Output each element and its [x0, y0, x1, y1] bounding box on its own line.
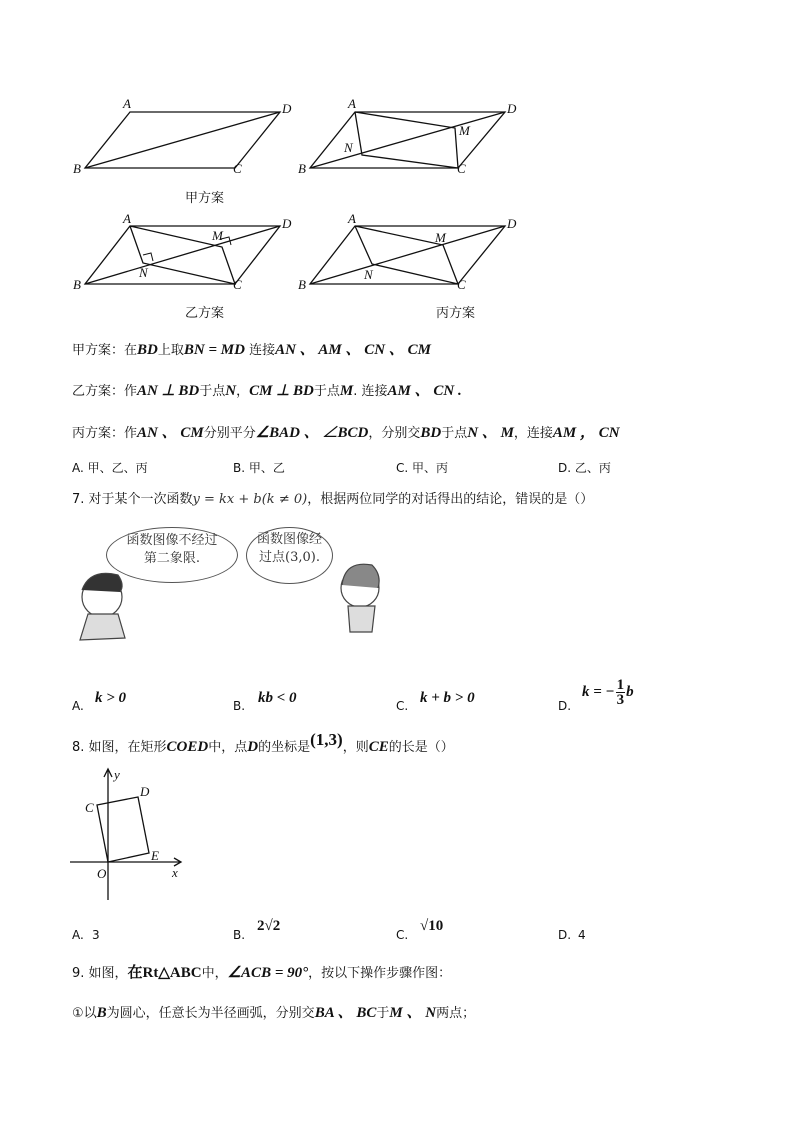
math: 在Rt△ABC: [127, 965, 202, 981]
math: AM 、 CN .: [387, 383, 462, 399]
q7-option-c: k + b > 0: [420, 690, 475, 706]
text: 分别平分: [203, 426, 256, 441]
caption-yi: 乙方案: [185, 306, 225, 321]
text: . 连接: [353, 384, 388, 399]
math: CE: [368, 739, 389, 755]
q8-option-letter-c: C.: [396, 928, 409, 942]
label-y: y: [114, 767, 120, 782]
text: 上取: [157, 343, 184, 358]
text: ，: [236, 384, 250, 399]
label-b: B: [73, 277, 81, 292]
label-a: A: [348, 96, 356, 111]
math: CM ⊥ BD: [249, 383, 314, 399]
math: M: [339, 383, 354, 399]
math: N 、 M: [467, 425, 514, 441]
denominator: 3: [616, 692, 625, 708]
q8-option-letter-a: A.: [72, 928, 84, 942]
text: 两点；: [436, 1006, 476, 1021]
q7-option-letter-c: C.: [396, 699, 409, 713]
text: 7. 对于某个一次函数: [72, 492, 193, 507]
label-m: M: [435, 230, 446, 245]
label-a: A: [123, 96, 131, 111]
math: BN = MD: [183, 342, 245, 358]
math: AN ⊥ BD: [137, 383, 200, 399]
label-n: N: [139, 265, 148, 280]
label-n: N: [364, 267, 373, 282]
q7-option-letter-d: D.: [558, 699, 572, 713]
label-c: C: [233, 277, 242, 292]
math: AN 、 CM: [137, 425, 204, 441]
label-a: A: [348, 211, 356, 226]
text: 8. 如图，在矩形: [72, 740, 167, 755]
label-e: E: [151, 848, 159, 863]
label-d: D: [282, 101, 292, 116]
formula: y = kx + b(k ≠ 0): [192, 492, 308, 507]
text: 的坐标是: [258, 740, 311, 755]
label-a: A: [123, 211, 131, 226]
text: 函数图像不经过: [126, 533, 218, 548]
text: 于点: [313, 384, 340, 399]
q6-option-a: A. 甲、乙、丙: [72, 461, 148, 475]
text: 过点(3,0).: [259, 550, 320, 565]
text: 第二象限.: [143, 551, 201, 566]
label-d: D: [507, 101, 517, 116]
fraction: [616, 678, 626, 707]
text: 乙方案：作: [72, 384, 138, 399]
label-b: B: [298, 161, 306, 176]
label-c: C: [457, 161, 466, 176]
text: ，则: [342, 740, 369, 755]
math: ∠BAD 、 ∠BCD: [255, 425, 369, 441]
q7-option-a: k > 0: [95, 690, 127, 706]
label-m: M: [459, 123, 470, 138]
q8-option-a: 3: [92, 928, 100, 942]
math: B: [96, 1005, 107, 1021]
q7-option-letter-b: B.: [233, 699, 246, 713]
math: AN 、 AM 、 CN 、 CM: [275, 342, 431, 358]
math: N: [225, 383, 237, 399]
text: ，分别交: [368, 426, 421, 441]
numerator: 1: [616, 677, 625, 693]
math: M 、 N: [389, 1005, 437, 1021]
text: ①以: [72, 1006, 97, 1021]
q9-stem: [72, 961, 451, 982]
text: 函数图像经: [256, 532, 322, 547]
q8-option-c: √10: [420, 918, 444, 934]
q9-step1: [72, 1001, 475, 1022]
q7-option-letter-a: A.: [72, 699, 84, 713]
q6-option-c: C. 甲、丙: [396, 461, 449, 475]
label-c: C: [85, 800, 94, 815]
text: 于: [376, 1006, 390, 1021]
text: 中，点: [208, 740, 248, 755]
label-c: C: [233, 161, 242, 176]
girl-illustration: [80, 573, 125, 640]
q7-option-b: kb < 0: [258, 690, 297, 706]
text: ，按以下操作步骤作图：: [308, 966, 452, 981]
math: BD: [137, 342, 158, 358]
boy-illustration: [341, 564, 379, 632]
math: k = −: [582, 684, 615, 700]
text: 中，: [201, 966, 228, 981]
label-o: O: [97, 866, 107, 881]
text: 甲方案：在: [72, 343, 138, 358]
text: ，根据两位同学的对话得出的结论，错误的是（）: [307, 492, 594, 507]
text: 于点: [199, 384, 226, 399]
text: 于点: [441, 426, 468, 441]
math: BA 、 BC: [314, 1005, 377, 1021]
text: 的长是（）: [388, 740, 454, 755]
label-d: D: [140, 784, 150, 799]
math: b: [626, 684, 634, 700]
math: D: [247, 739, 259, 755]
text: 连接: [249, 343, 276, 358]
math: ∠ACB = 90°: [227, 965, 309, 981]
q8-option-letter-d: D.: [558, 928, 572, 942]
label-n: N: [344, 140, 353, 155]
text: 丙方案：作: [72, 426, 138, 441]
q8-option-b: 2√2: [257, 918, 281, 934]
q8-stem: [72, 730, 454, 756]
caption-bing: 丙方案: [436, 306, 476, 321]
caption-jia: 甲方案: [185, 191, 225, 206]
q8-option-d: 4: [578, 928, 586, 942]
label-c: C: [457, 277, 466, 292]
text: 为圆心，任意长为半径画弧，分别交: [106, 1006, 315, 1021]
label-b: B: [73, 161, 81, 176]
math: AM ， CN: [552, 425, 620, 441]
math: BD: [420, 425, 442, 441]
label-d: D: [282, 216, 292, 231]
label-m: M: [212, 228, 223, 243]
label-b: B: [298, 277, 306, 292]
math: COED: [166, 739, 209, 755]
label-d: D: [507, 216, 517, 231]
q7-option-d: [582, 678, 634, 707]
text: ，连接: [513, 426, 553, 441]
math: (1,3): [310, 730, 343, 749]
text: 9. 如图，: [72, 966, 128, 981]
q6-option-b: B. 甲、乙: [233, 461, 285, 475]
q8-option-letter-b: B.: [233, 928, 246, 942]
label-x: x: [172, 865, 178, 880]
q6-option-d: D. 乙、丙: [558, 461, 611, 475]
